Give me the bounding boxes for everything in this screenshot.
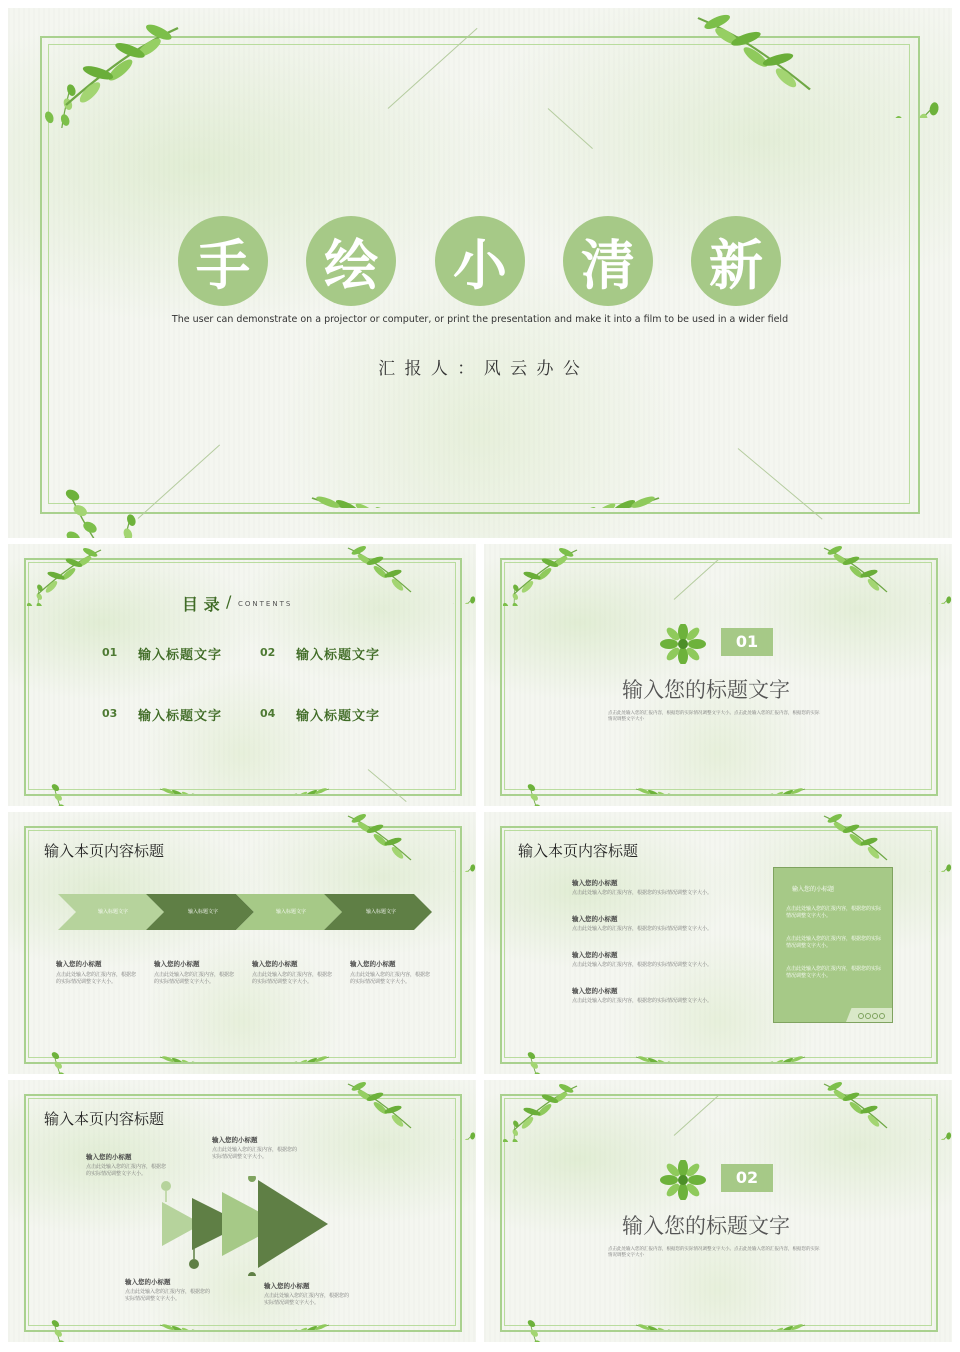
column-text: 点击此处输入您的汇报内容，根据您的实际情况调整文字大小。 xyxy=(252,972,333,985)
page-heading: 输入本页内容标题 xyxy=(44,1110,165,1128)
title-char-circle: 新 xyxy=(691,216,781,306)
grass-leaf-icon xyxy=(298,458,418,508)
section-description: 点击此处输入您的汇报内容，根据您的实际情况调整文字大小。点击此处输入您的汇报内容，根据您的实际情况调整文字大小 xyxy=(608,711,820,722)
leaf-sprig-icon xyxy=(828,428,948,538)
leaf-sprig-icon xyxy=(328,812,476,872)
section-title: 输入您的标题文字 xyxy=(622,1214,790,1238)
leaf-sprig-icon xyxy=(18,744,88,806)
cover-subtitle: The user can demonstrate on a projector or computer, or print the presentation and make it into a film to be used in a wider field xyxy=(171,314,789,325)
list-text: 点击此处输入您的汇报内容，根据您的实际情况调整文字大小。 xyxy=(572,962,713,968)
flower-icon xyxy=(660,624,706,664)
column-text: 点击此处输入您的汇报内容，根据您的实际情况调整文字大小。 xyxy=(56,972,137,985)
column-text: 点击此处输入您的汇报内容，根据您的实际情况调整文字大小。 xyxy=(154,972,235,985)
leaf-sprig-icon xyxy=(328,1080,476,1140)
diagram-text: 点击此处输入您的汇报内容，根据您的实际情况调整文字大小。 xyxy=(212,1147,298,1160)
column-subtitle: 输入您的小标题 xyxy=(56,960,102,968)
column-subtitle: 输入您的小标题 xyxy=(350,960,396,968)
arrows-diagram-icon xyxy=(158,1176,333,1276)
leaf-sprig-icon xyxy=(494,1280,564,1342)
leaf-sprig-icon xyxy=(884,1280,952,1342)
title-char-circle: 清 xyxy=(563,216,653,306)
slide-process-chevrons[interactable] xyxy=(8,812,476,1074)
title-char-circle: 绘 xyxy=(306,216,396,306)
grass-leaf-icon xyxy=(278,1305,338,1330)
chevron-label: 输入标题文字 xyxy=(98,909,129,915)
diagram-text: 点击此处输入您的汇报内容，根据您的实际情况调整文字大小。 xyxy=(86,1164,167,1177)
chevron-label: 输入标题文字 xyxy=(366,909,397,915)
grass-leaf-icon xyxy=(754,1305,814,1330)
panel-footer-tab xyxy=(846,1008,892,1022)
list-subtitle: 输入您的小标题 xyxy=(572,879,618,887)
grass-leaf-icon xyxy=(558,458,678,508)
cover-reporter: 汇 报 人 ： 风 云 办 公 xyxy=(378,359,582,379)
column-subtitle: 输入您的小标题 xyxy=(154,960,200,968)
diagram-subtitle: 输入您的小标题 xyxy=(86,1153,132,1161)
panel-text: 点击此处输入您的汇报内容，根据您的实际情况调整文字大小。 xyxy=(786,936,882,949)
page-heading: 输入本页内容标题 xyxy=(44,842,165,860)
grass-leaf-icon xyxy=(754,1037,814,1062)
toc-item-label[interactable]: 输入标题文字 xyxy=(296,648,381,663)
section-description: 点击此处输入您的汇报内容，根据您的实际情况调整文字大小。点击此处输入您的汇报内容，根据您的实际情况调整文字大小 xyxy=(608,1247,820,1258)
flower-icon xyxy=(660,1160,706,1200)
slide-contents[interactable] xyxy=(8,544,476,806)
leaf-sprig-icon xyxy=(408,744,476,806)
contents-label: CONTENTS xyxy=(238,600,293,608)
leaf-sprig-icon xyxy=(804,544,952,604)
column-subtitle: 输入您的小标题 xyxy=(252,960,298,968)
grass-leaf-icon xyxy=(153,1305,213,1330)
leaf-sprig-icon xyxy=(18,1012,88,1074)
leaf-sprig-icon xyxy=(18,428,138,538)
leaf-sprig-icon xyxy=(18,1280,88,1342)
toc-number: 03 xyxy=(102,707,118,720)
dot-icon xyxy=(879,1013,885,1019)
diagram-subtitle: 输入您的小标题 xyxy=(125,1278,171,1286)
grass-leaf-icon xyxy=(153,769,213,794)
title-char-circle: 手 xyxy=(178,216,268,306)
leaf-sprig-icon xyxy=(804,1080,952,1140)
leaf-sprig-icon xyxy=(16,546,106,606)
grass-leaf-icon xyxy=(629,1037,689,1062)
toc-number: 01 xyxy=(102,646,118,659)
title-char-circle: 小 xyxy=(435,216,525,306)
grass-leaf-icon xyxy=(629,769,689,794)
leaf-sprig-icon xyxy=(408,1280,476,1342)
slide-section-02[interactable] xyxy=(484,1080,952,1342)
toc-item-label[interactable]: 输入标题文字 xyxy=(138,709,223,724)
toc-item-label[interactable]: 输入标题文字 xyxy=(138,648,223,663)
list-subtitle: 输入您的小标题 xyxy=(572,915,618,923)
list-subtitle: 输入您的小标题 xyxy=(572,987,618,995)
leaf-sprig-icon xyxy=(494,1012,564,1074)
leaf-sprig-icon xyxy=(492,1082,582,1142)
page-heading: 输入本页内容标题 xyxy=(518,842,639,860)
leaf-sprig-icon xyxy=(658,8,948,118)
leaf-sprig-icon xyxy=(884,1012,952,1074)
dot-icon xyxy=(865,1013,871,1019)
leaf-sprig-icon xyxy=(28,18,188,128)
grass-leaf-icon xyxy=(629,1305,689,1330)
diagram-subtitle: 输入您的小标题 xyxy=(212,1136,258,1144)
chevron-label: 输入标题文字 xyxy=(188,909,219,915)
section-number-box: 01 xyxy=(721,628,773,656)
dot-icon xyxy=(872,1013,878,1019)
contents-title: 目 录 xyxy=(182,595,220,614)
panel-text: 点击此处输入您的汇报内容，根据您的实际情况调整文字大小。 xyxy=(786,906,882,919)
slide-section-01[interactable] xyxy=(484,544,952,806)
leaf-sprig-icon xyxy=(328,544,476,604)
slide-list-panel[interactable] xyxy=(484,812,952,1074)
contents-slash: / xyxy=(226,592,232,611)
grass-leaf-icon xyxy=(153,1037,213,1062)
grass-leaf-icon xyxy=(754,769,814,794)
diagram-subtitle: 输入您的小标题 xyxy=(264,1282,310,1290)
section-title: 输入您的标题文字 xyxy=(622,678,790,702)
green-panel xyxy=(773,867,893,1023)
toc-number: 04 xyxy=(260,707,276,720)
panel-title: 输入您的小标题 xyxy=(792,886,835,893)
leaf-sprig-icon xyxy=(494,744,564,806)
toc-number: 02 xyxy=(260,646,276,659)
diagram-text: 点击此处输入您的汇报内容，根据您的实际情况调整文字大小。 xyxy=(125,1289,211,1302)
dot-icon xyxy=(858,1013,864,1019)
grass-leaf-icon xyxy=(278,1037,338,1062)
section-number-box: 02 xyxy=(721,1164,773,1192)
slide-cover[interactable] xyxy=(8,8,952,538)
list-subtitle: 输入您的小标题 xyxy=(572,951,618,959)
column-text: 点击此处输入您的汇报内容，根据您的实际情况调整文字大小。 xyxy=(350,972,431,985)
leaf-sprig-icon xyxy=(884,744,952,806)
list-text: 点击此处输入您的汇报内容，根据您的实际情况调整文字大小。 xyxy=(572,890,713,896)
list-text: 点击此处输入您的汇报内容，根据您的实际情况调整文字大小。 xyxy=(572,998,713,1004)
leaf-sprig-icon xyxy=(492,546,582,606)
grass-leaf-icon xyxy=(278,769,338,794)
diagram-text: 点击此处输入您的汇报内容，根据您的实际情况调整文字大小。 xyxy=(264,1293,350,1306)
leaf-sprig-icon xyxy=(804,812,952,872)
panel-text: 点击此处输入您的汇报内容，根据您的实际情况调整文字大小。 xyxy=(786,966,882,979)
list-text: 点击此处输入您的汇报内容，根据您的实际情况调整文字大小。 xyxy=(572,926,713,932)
toc-item-label[interactable]: 输入标题文字 xyxy=(296,709,381,724)
leaf-sprig-icon xyxy=(408,1012,476,1074)
slide-arrows-diagram[interactable] xyxy=(8,1080,476,1342)
chevron-label: 输入标题文字 xyxy=(276,909,307,915)
